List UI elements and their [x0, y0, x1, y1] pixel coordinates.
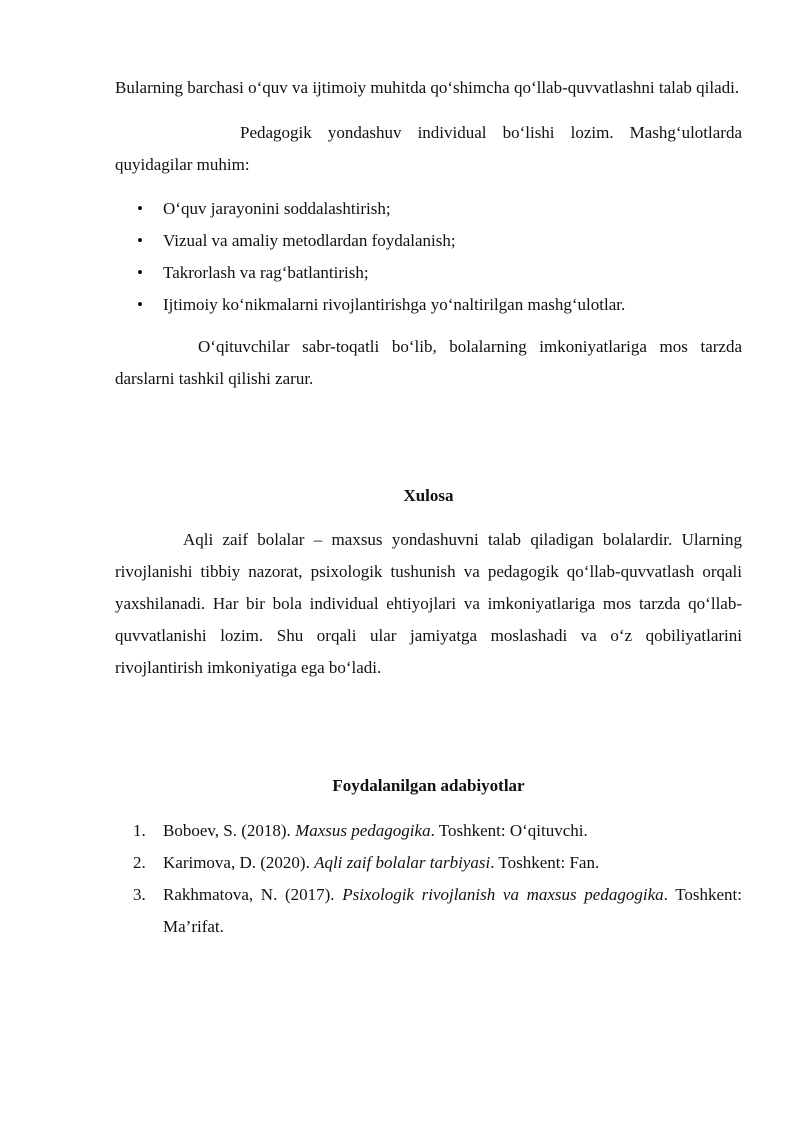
document-page: [115, 72, 742, 943]
references-heading: Foydalanilgan adabiyotlar: [332, 776, 525, 795]
reference-number: 3.: [133, 885, 146, 904]
bullet-icon: •: [137, 263, 143, 282]
references-list: [115, 815, 742, 943]
reference-number: 2.: [133, 853, 146, 872]
list-item-text: Vizual va amaliy metodlardan foydalanish;: [163, 231, 456, 250]
list-item-text: Takrorlash va rag‘batlantirish;: [163, 263, 369, 282]
reference-author: Karimova, D. (2020).: [163, 853, 315, 872]
reference-item: [115, 815, 742, 847]
list-item: [115, 193, 742, 225]
paragraph-pedagogical-approach: Pedagogik yondashuv individual bo‘lishi lozim. Mashg‘ulotlarda quyidagilar muhim:: [115, 123, 742, 174]
reference-number: 1.: [133, 821, 146, 840]
bullet-icon: •: [137, 295, 143, 314]
paragraph-teachers: O‘qituvchilar sabr-toqatli bo‘lib, bolalarning imkoniyatlariga mos tarzda darslarni tashkil qilishi zarur.: [115, 337, 742, 388]
reference-item: [115, 879, 742, 943]
conclusion-heading: Xulosa: [403, 486, 454, 505]
list-item: [115, 289, 742, 321]
reference-publisher: . Toshkent: O‘qituvchi.: [430, 821, 588, 840]
list-item-text: Ijtimoiy ko‘nikmalarni rivojlantirishga yo‘naltirilgan mashg‘ulotlar.: [163, 295, 626, 314]
bullet-icon: •: [137, 199, 143, 218]
list-item: [115, 257, 742, 289]
bullet-icon: •: [137, 231, 143, 250]
bullet-list: [115, 193, 742, 321]
paragraph-conclusion: Aqli zaif bolalar – maxsus yondashuvni talab qiladigan bolalardir. Ularning rivojlanishi tibbiy nazorat, psixologik tushunish va pedagogik qo‘llab-quvvatlash orqali yaxshilanadi. Har bir bola individual ehtiyojlari va imkoniyatlariga mos tarzda qo‘llab-quvvatlanishi lozim. Shu orqali ular jamiyatga moslashadi va o‘z qobiliyatlarini rivojlantirish imkoniyatiga ega bo‘ladi.: [115, 530, 742, 677]
reference-author: Boboev, S. (2018).: [163, 821, 296, 840]
reference-publisher: . Toshkent: Fan.: [490, 853, 600, 872]
reference-item: [115, 847, 742, 879]
reference-title: Psixologik rivojlanish va maxsus pedagogika: [342, 885, 664, 904]
reference-author: Rakhmatova, N. (2017).: [163, 885, 343, 904]
reference-title: Maxsus pedagogika: [295, 821, 431, 840]
list-item: [115, 225, 742, 257]
reference-publisher: . Toshkent: Ma’rifat.: [163, 885, 742, 936]
reference-title: Aqli zaif bolalar tarbiyasi: [314, 853, 491, 872]
list-item-text: O‘quv jarayonini soddalashtirish;: [163, 199, 391, 218]
paragraph-intro: Bularning barchasi o‘quv va ijtimoiy muhitda qo‘shimcha qo‘llab-quvvatlashni talab qiladi.: [115, 78, 740, 97]
